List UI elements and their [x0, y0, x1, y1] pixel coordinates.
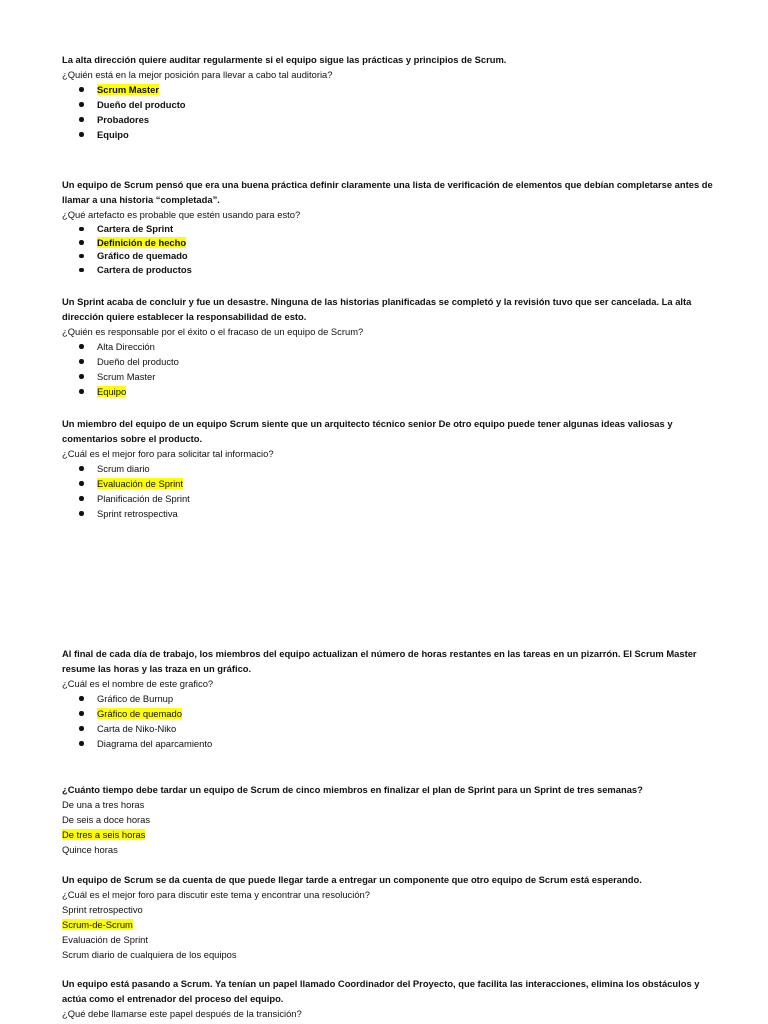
option-label: Scrum diario: [97, 463, 150, 474]
option-item: [62, 706, 722, 721]
option-label: Equipo: [97, 129, 129, 140]
option-label-highlighted: Scrum Master: [97, 84, 160, 95]
option-label: Diagrama del aparcamiento: [97, 738, 213, 749]
question-statement: Un miembro del equipo de un equipo Scrum siente que un arquitecto técnico senior De otro equipo puede tener algunas ideas valiosas y comentarios sobre el producto.: [62, 418, 673, 444]
question-prompt: ¿Cuál es el mejor foro para discutir este tema y encontrar una resolución?: [62, 889, 370, 900]
option-item: [62, 947, 722, 962]
question-prompt: ¿Quién es responsable por el éxito o el fracaso de un equipo de Scrum?: [62, 326, 364, 337]
option-label: Cartera de productos: [97, 264, 192, 276]
option-label: Gráfico de Burnup: [97, 693, 174, 704]
options-list: [62, 902, 722, 962]
option-label: Probadores: [97, 114, 150, 125]
option-label: Scrum diario de cualquiera de los equipos: [62, 949, 237, 960]
question-prompt: ¿Qué debe llamarse este papel después de la transición?: [62, 1008, 302, 1019]
option-item: [62, 721, 722, 736]
option-label: Evaluación de Sprint: [62, 934, 148, 945]
option-label-highlighted: De tres a seis horas: [62, 829, 146, 840]
option-item: [62, 736, 722, 751]
option-item: [62, 354, 722, 369]
option-label: Sprint retrospectiva: [97, 508, 178, 519]
option-item: [62, 82, 722, 97]
option-item: [62, 491, 722, 506]
question-statement: Un equipo de Scrum pensó que era una buena práctica definir claramente una lista de verificación de elementos que debían completarse antes de llamar a una historia “completada”.: [62, 179, 713, 205]
question-prompt: ¿Cuál es el mejor foro para solicitar tal informacio?: [62, 448, 274, 459]
option-item: [62, 112, 722, 127]
question-1: [62, 52, 722, 142]
option-item: [62, 506, 722, 521]
option-item: [62, 902, 722, 917]
option-item: [62, 369, 722, 384]
options-list: [62, 339, 722, 399]
question-4: [62, 416, 722, 521]
option-item: [62, 236, 722, 250]
options-list: [62, 82, 722, 142]
option-item: [62, 127, 722, 142]
option-label: Sprint retrospectivo: [62, 904, 143, 915]
option-label-highlighted: Equipo: [97, 386, 127, 397]
option-item: [62, 917, 722, 932]
option-item: [62, 797, 722, 812]
option-item: [62, 97, 722, 112]
options-list: [62, 461, 722, 521]
option-label: Scrum Master: [97, 371, 156, 382]
option-label: Carta de Niko-Niko: [97, 723, 177, 734]
option-label: Gráfico de quemado: [97, 250, 188, 262]
option-item: [62, 476, 722, 491]
question-prompt: ¿Cuál es el nombre de este grafico?: [62, 678, 214, 689]
option-label: Quince horas: [62, 844, 118, 855]
option-item: [62, 691, 722, 706]
option-label: De una a tres horas: [62, 799, 145, 810]
option-item: [62, 932, 722, 947]
option-label: Cartera de Sprint: [97, 223, 174, 234]
question-statement: Un Sprint acaba de concluir y fue un desastre. Ninguna de las historias planificadas se completó y la revisión tuvo que ser cancelada. La alta dirección quiere establecer la responsabilidad de esto.: [62, 296, 692, 322]
question-6: [62, 782, 722, 857]
question-5: [62, 646, 722, 751]
question-2: [62, 177, 722, 277]
option-item: [62, 461, 722, 476]
option-item: [62, 827, 722, 842]
option-label-highlighted: Scrum-de-Scrum: [62, 919, 133, 930]
option-item: [62, 384, 722, 399]
question-statement: Al final de cada día de trabajo, los miembros del equipo actualizan el número de horas restantes en las tareas en un pizarrón. El Scrum Master resume las horas y las traza en un gráfico.: [62, 648, 697, 674]
question-3: [62, 294, 722, 399]
option-label-highlighted: Definición de hecho: [97, 236, 187, 248]
option-label: Alta Dirección: [97, 341, 155, 352]
option-item: [62, 263, 722, 277]
question-statement: Un equipo de Scrum se da cuenta de que puede llegar tarde a entregar un componente que otro equipo de Scrum está esperando.: [62, 874, 642, 885]
option-item: [62, 842, 722, 857]
question-statement: La alta dirección quiere auditar regularmente si el equipo sigue las prácticas y principios de Scrum.: [62, 54, 507, 65]
option-item: [62, 249, 722, 263]
question-prompt: ¿Qué artefacto es probable que estén usando para esto?: [62, 209, 301, 220]
question-prompt: ¿Quién está en la mejor posición para llevar a cabo tal auditoria?: [62, 69, 333, 80]
option-item: [62, 222, 722, 236]
question-7: [62, 872, 722, 962]
option-label: Dueño del producto: [97, 99, 186, 110]
option-label-highlighted: Gráfico de quemado: [97, 708, 182, 719]
option-label-highlighted: Evaluación de Sprint: [97, 478, 183, 489]
option-item: [62, 812, 722, 827]
option-label: Dueño del producto: [97, 356, 179, 367]
option-label: De seis a doce horas: [62, 814, 151, 825]
options-list: [62, 691, 722, 751]
question-statement: ¿Cuánto tiempo debe tardar un equipo de Scrum de cinco miembros en finalizar el plan de Sprint para un Sprint de tres semanas?: [62, 784, 643, 795]
option-label: Planificación de Sprint: [97, 493, 190, 504]
options-list: [62, 797, 722, 857]
question-statement: Un equipo está pasando a Scrum. Ya tenían un papel llamado Coordinador del Proyecto, que facilita las interacciones, elimina los obstáculos y actúa como el entrenador del proceso del equipo.: [62, 978, 700, 1004]
options-list: [62, 222, 722, 277]
option-item: [62, 339, 722, 354]
question-8: [62, 976, 722, 1021]
